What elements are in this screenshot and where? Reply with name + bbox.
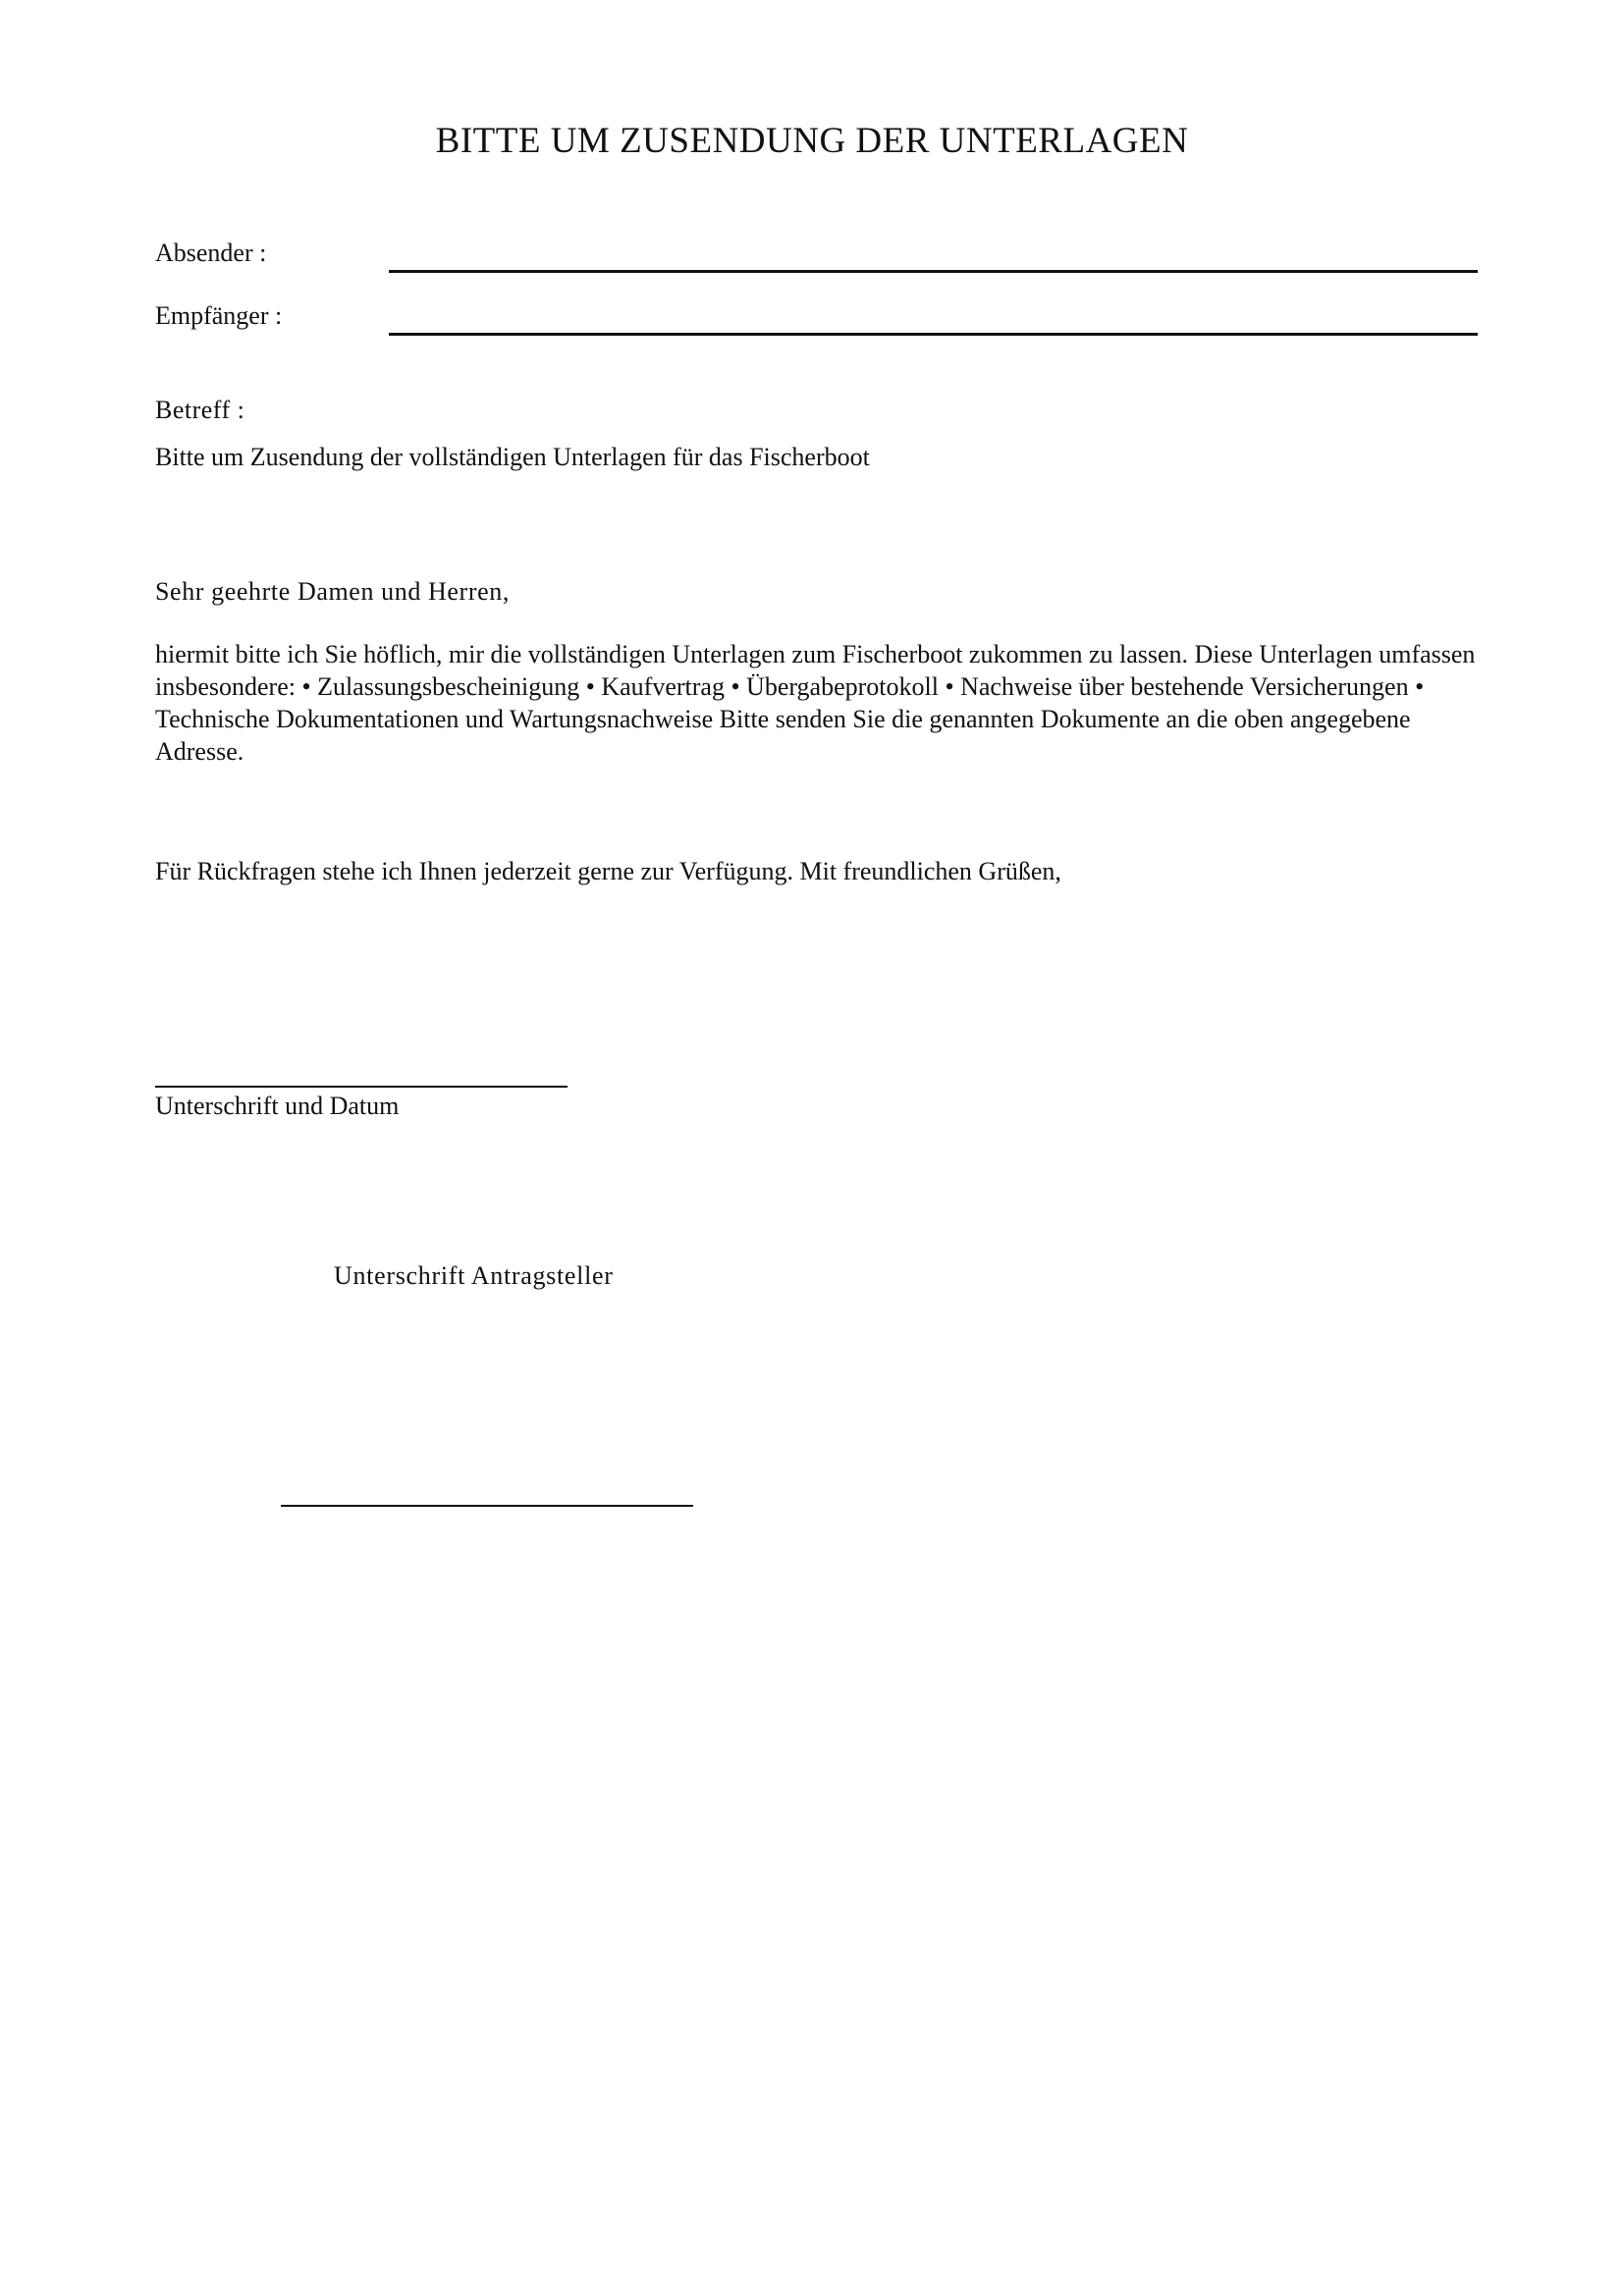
salutation: Sehr geehrte Damen und Herren,: [155, 577, 510, 606]
recipient-field[interactable]: [389, 333, 1478, 336]
applicant-signature-line: [281, 1505, 693, 1507]
signature-date-label: Unterschrift und Datum: [155, 1092, 400, 1120]
applicant-signature-label: Unterschrift Antragsteller: [334, 1261, 614, 1290]
recipient-label: Empfänger :: [155, 301, 283, 330]
subject-label: Betreff :: [155, 396, 245, 424]
sender-field[interactable]: [389, 270, 1478, 273]
signature-date-line: [155, 1086, 568, 1088]
document-title: BITTE UM ZUSENDUNG DER UNTERLAGEN: [435, 121, 1189, 161]
body-paragraph: hiermit bitte ich Sie höflich, mir die vollständigen Unterlagen zum Fischerboot zukommen zu lassen. Diese Unterlagen umfassen insbesondere: • Zulassungsbescheinigung • Kaufvertrag • Übergabeprotokoll • Nachweise über bestehende Versicherungen • Technische Dokumentationen und Wartungsnachweise Bitte senden Sie die genannten Dokumente an die oben angegebene Adresse.: [155, 640, 1476, 766]
subject-text: Bitte um Zusendung der vollständigen Unterlagen für das Fischerboot: [155, 443, 870, 471]
closing-text: Für Rückfragen stehe ich Ihnen jederzeit gerne zur Verfügung. Mit freundlichen Grüßen,: [155, 857, 1061, 885]
sender-label: Absender :: [155, 239, 267, 267]
